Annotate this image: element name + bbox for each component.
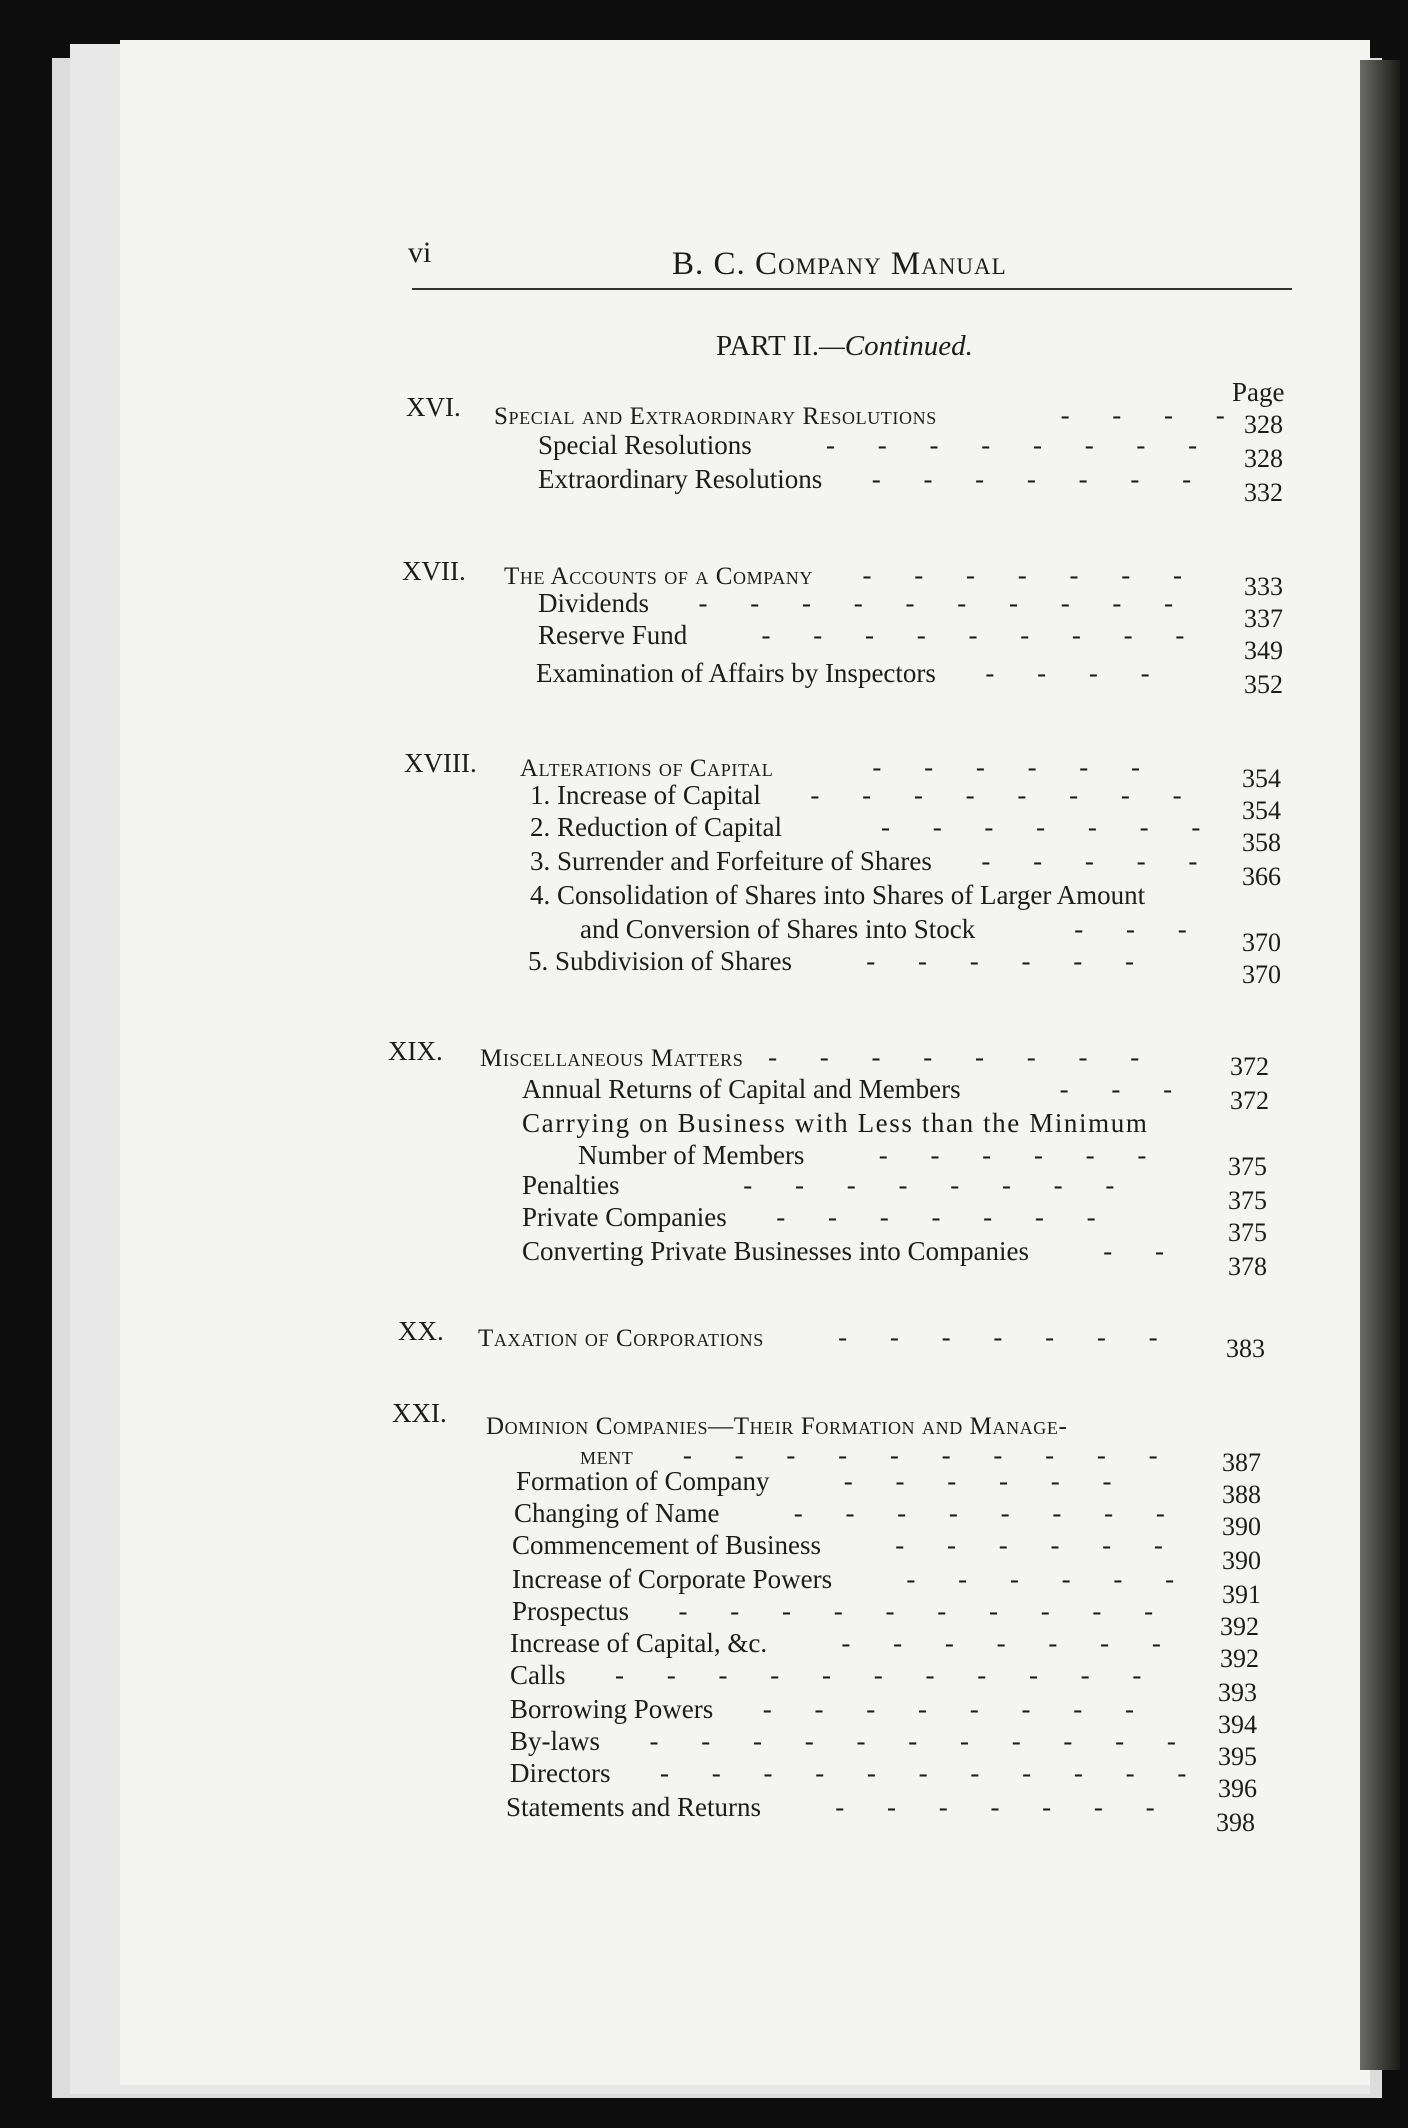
entry-page: 392 bbox=[1220, 1612, 1259, 1641]
entry-page: 388 bbox=[1222, 1480, 1261, 1509]
header-rule bbox=[412, 288, 1292, 290]
entry-page: 375 bbox=[1228, 1152, 1267, 1181]
entry-page: 393 bbox=[1218, 1678, 1257, 1707]
chapter-numeral: XXI. bbox=[392, 1398, 447, 1428]
toc-entry: Changing of Name - - - - - - - - bbox=[514, 1498, 1183, 1528]
toc-entry: Annual Returns of Capital and Members - - - bbox=[522, 1074, 1191, 1104]
toc-entry: 2. Reduction of Capital - - - - - - - bbox=[530, 812, 1219, 842]
entry-page: 332 bbox=[1244, 478, 1283, 507]
chapter-page: 354 bbox=[1242, 764, 1281, 793]
entry-page: 366 bbox=[1242, 862, 1281, 891]
chapter-page: 372 bbox=[1230, 1052, 1269, 1081]
part-heading bbox=[716, 330, 973, 363]
toc-entry: Statements and Returns - - - - - - - bbox=[506, 1792, 1173, 1822]
entry-page: 370 bbox=[1242, 928, 1281, 957]
toc-entry: Converting Private Businesses into Companies - - bbox=[522, 1236, 1182, 1266]
chapter-title: Special and Extraordinary Resolutions - - - - bbox=[494, 400, 1243, 430]
part-continued: —Continued. bbox=[819, 330, 973, 362]
toc-entry: 1. Increase of Capital - - - - - - - - bbox=[530, 780, 1200, 810]
toc-entry: Private Companies - - - - - - - bbox=[522, 1202, 1114, 1232]
entry-page: 392 bbox=[1220, 1644, 1259, 1673]
toc-entry: Borrowing Powers - - - - - - - - bbox=[510, 1694, 1152, 1724]
toc-entry: Reserve Fund - - - - - - - - - bbox=[538, 620, 1203, 650]
toc-entry: Special Resolutions - - - - - - - - bbox=[538, 430, 1216, 460]
chapter-title: Dominion Companies—Their Formation and Manage- bbox=[486, 1413, 1068, 1440]
toc-entry: Prospectus - - - - - - - - - - bbox=[512, 1596, 1172, 1626]
chapter-numeral: XVII. bbox=[402, 556, 466, 586]
chapter-numeral: XVIII. bbox=[404, 748, 477, 778]
chapter-title: Miscellaneous Matters - - - - - - - - bbox=[480, 1042, 1158, 1072]
entry-page: 337 bbox=[1244, 604, 1283, 633]
entry-page: 396 bbox=[1218, 1774, 1257, 1803]
toc-entry: Penalties - - - - - - - - bbox=[522, 1170, 1133, 1200]
toc-entry: and Conversion of Shares into Stock - - - bbox=[580, 914, 1205, 944]
entry-page: 394 bbox=[1218, 1710, 1257, 1739]
entry-page: 375 bbox=[1228, 1218, 1267, 1247]
toc-entry: By-laws - - - - - - - - - - - bbox=[510, 1726, 1194, 1756]
chapter-page: 383 bbox=[1226, 1334, 1265, 1363]
entry-page: 390 bbox=[1222, 1512, 1261, 1541]
chapter-title-continued: ment - - - - - - - - - - bbox=[580, 1440, 1176, 1470]
entry-page: 372 bbox=[1230, 1086, 1269, 1115]
toc-entry: Examination of Affairs by Inspectors - - - - bbox=[536, 658, 1168, 688]
entry-page: 375 bbox=[1228, 1186, 1267, 1215]
chapter-page: 333 bbox=[1244, 572, 1283, 601]
entry-page: 354 bbox=[1242, 796, 1281, 825]
toc-entry: Increase of Corporate Powers - - - - - - bbox=[512, 1564, 1193, 1594]
page-numeral: vi bbox=[408, 236, 432, 269]
chapter-page: 328 bbox=[1244, 410, 1283, 439]
part-label: PART II. bbox=[716, 330, 820, 362]
running-title: B. C. Company Manual bbox=[672, 246, 1007, 282]
chapter-numeral: XIX. bbox=[388, 1036, 443, 1066]
chapter-title: Alterations of Capital - - - - - - bbox=[520, 752, 1159, 782]
entry-page: 328 bbox=[1244, 444, 1283, 473]
toc-entry: Dividends - - - - - - - - - - bbox=[538, 588, 1192, 618]
binding-shadow bbox=[1360, 60, 1400, 2070]
entry-page: 370 bbox=[1242, 960, 1281, 989]
toc-entry: Extraordinary Resolutions - - - - - - - bbox=[538, 464, 1210, 494]
chapter-title: The Accounts of a Company - - - - - - - bbox=[504, 560, 1200, 590]
toc-entry: Increase of Capital, &c. - - - - - - - bbox=[510, 1628, 1179, 1658]
chapter-numeral: XVI. bbox=[406, 392, 461, 422]
entry-page: 349 bbox=[1244, 636, 1283, 665]
entry-page: 391 bbox=[1222, 1580, 1261, 1609]
chapter-page: 387 bbox=[1222, 1448, 1261, 1477]
chapter-numeral: XX. bbox=[398, 1316, 444, 1346]
toc-entry: 3. Surrender and Forfeiture of Shares - - - - - bbox=[530, 846, 1216, 876]
entry-page: 395 bbox=[1218, 1742, 1257, 1771]
chapter-title: Taxation of Corporations - - - - - - - bbox=[478, 1322, 1176, 1352]
toc-entry: Number of Members - - - - - - bbox=[578, 1140, 1165, 1170]
toc-entry: Carrying on Business with Less than the Minimum bbox=[522, 1108, 1149, 1138]
entry-page: 398 bbox=[1216, 1808, 1255, 1837]
toc-entry: 5. Subdivision of Shares - - - - - - bbox=[528, 946, 1152, 976]
toc-entry: 4. Consolidation of Shares into Shares of Larger Amount bbox=[530, 880, 1146, 910]
toc-entry: Directors - - - - - - - - - - - bbox=[510, 1758, 1205, 1788]
toc-entry: Commencement of Business - - - - - - bbox=[512, 1530, 1181, 1560]
page-column-label: Page bbox=[1232, 377, 1285, 407]
entry-page: 390 bbox=[1222, 1546, 1261, 1575]
entry-page: 378 bbox=[1228, 1252, 1267, 1281]
toc-entry: Calls - - - - - - - - - - - bbox=[510, 1660, 1160, 1690]
entry-page: 358 bbox=[1242, 828, 1281, 857]
entry-page: 352 bbox=[1244, 670, 1283, 699]
toc-entry: Formation of Company - - - - - - bbox=[516, 1466, 1130, 1496]
